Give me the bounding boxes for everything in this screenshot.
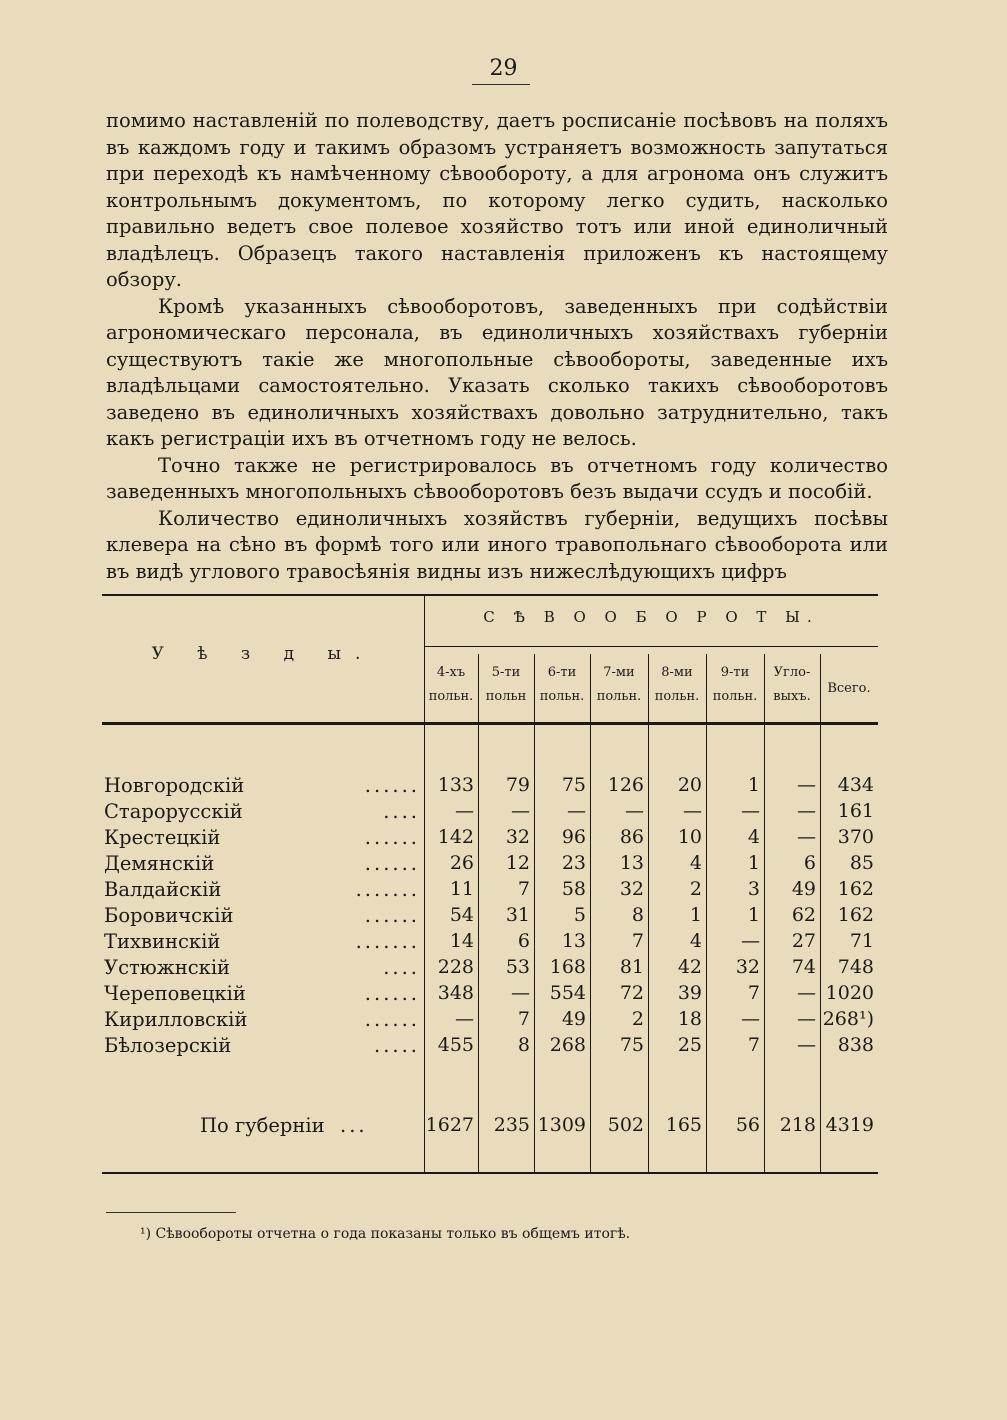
table-value-cell: 79 [505, 774, 530, 796]
table-value-cell: — [797, 1034, 816, 1056]
district-name: Боровичскій [104, 904, 234, 927]
total-value-cell: 1627 [425, 1114, 474, 1136]
table-value-cell: 268¹) [822, 1008, 874, 1030]
column-header-line1: 8-ми [661, 665, 693, 680]
table-value-cell: 13 [619, 852, 644, 874]
table-value-cell: 11 [449, 878, 474, 900]
district-leader: ...... [364, 982, 420, 1005]
column-header-line2: польн. [428, 689, 474, 704]
column-header-line1: 4-хъ [436, 665, 466, 680]
table-value-cell: 32 [735, 956, 760, 978]
table-value-cell: — [511, 800, 530, 822]
body-text [106, 108, 888, 585]
table-value-cell: — [625, 800, 644, 822]
table-value-cell: 348 [437, 982, 474, 1004]
table-value-cell: 31 [505, 904, 530, 926]
table-value-cell: 228 [437, 956, 474, 978]
table-value-cell: 26 [449, 852, 474, 874]
district-leader: ...... [364, 774, 420, 797]
paragraph-2: Кромѣ указанныхъ сѣвооборотовъ, заведенныхъ при содѣйствіи агрономическаго персонала, въ единоличныхъ хозяйствахъ губерніи существуютъ такіе же многопольные сѣвообороты, заведенные ихъ владѣльцами самостоятельно. Указать сколько такихъ сѣвооборотовъ заведено въ единоличныхъ хозяйствахъ довольно затруднительно, такъ какъ регистраціи ихъ въ отчетномъ году не велось. [106, 294, 888, 450]
district-leader: ...... [364, 904, 420, 927]
table-value-cell: — [741, 930, 760, 952]
table-value-cell: 32 [619, 878, 644, 900]
table-top-rule [102, 594, 878, 596]
table-value-cell: 1 [747, 774, 760, 796]
table-value-cell: 268 [549, 1034, 586, 1056]
column-header-line1: 6-ти [547, 665, 577, 680]
table-value-cell: 18 [677, 1008, 702, 1030]
table-value-cell: 7 [747, 982, 760, 1004]
table-value-cell: 2 [631, 1008, 644, 1030]
table-value-cell: 434 [837, 774, 874, 796]
table-value-cell: 6 [517, 930, 530, 952]
column-header-line2: польн. [596, 689, 642, 704]
group-header-rule [424, 646, 878, 647]
district-leader: ..... [374, 1034, 420, 1057]
district-leader: ...... [364, 852, 420, 875]
table-value-cell: 14 [449, 930, 474, 952]
district-leader: ....... [355, 878, 420, 901]
table-value-cell: 1 [747, 904, 760, 926]
table-value-cell: — [797, 774, 816, 796]
table-value-cell: — [741, 1008, 760, 1030]
table-value-cell: 4 [689, 852, 702, 874]
paragraph-1: помимо наставленій по полеводству, даетъ росписаніе посѣвовъ на поляхъ въ каждомъ году и такимъ образомъ устраняетъ возможность запутаться при переходѣ къ намѣченному сѣвообороту, а для агронома онъ служитъ контрольнымъ документомъ, по которому легко судить, насколько правильно ведетъ свое полевое хозяйство тотъ или иной единоличный владѣлецъ. Образецъ такого наставленія приложенъ къ настоящему обзору. [106, 109, 888, 291]
table-value-cell: 455 [437, 1034, 474, 1056]
district-name: Крестецкій [104, 826, 221, 849]
paragraph-3: Точно также не регистрировалось въ отчетномъ году количество заведенныхъ многопольныхъ сѣвооборотовъ безъ выдачи ссудъ и пособій. [106, 453, 888, 503]
table-value-cell: 2 [689, 878, 702, 900]
footnote-text: Сѣвообороты отчетна о года показаны только въ общемъ итогѣ. [155, 1226, 631, 1242]
table-value-cell: 42 [677, 956, 702, 978]
table-value-cell: 1020 [825, 982, 874, 1004]
paragraph-4: Количество единоличныхъ хозяйствъ губерніи, ведущихъ посѣвы клевера на сѣно въ формѣ того или иного травопольнаго сѣвооборота или въ видѣ углового травосѣянія видны изъ нижеслѣдующихъ цифръ [106, 506, 888, 583]
district-name: Тихвинскій [104, 930, 221, 953]
district-leader: ...... [364, 1008, 420, 1031]
column-header-total: Всего. [827, 681, 871, 696]
table-value-cell: 49 [561, 1008, 586, 1030]
table-value-cell: 23 [561, 852, 586, 874]
table-value-cell: 86 [619, 826, 644, 848]
total-row-label: По губерніи [200, 1114, 325, 1137]
column-header-line1: 9-ти [720, 665, 750, 680]
table-value-cell: — [567, 800, 586, 822]
table-value-cell: 12 [505, 852, 530, 874]
table-value-cell: 7 [631, 930, 644, 952]
table-value-cell: 49 [791, 878, 816, 900]
total-value-cell: 165 [665, 1114, 702, 1136]
column-header-line2: польн. [654, 689, 700, 704]
district-name: Новгородскій [104, 774, 245, 797]
total-value-cell: 218 [779, 1114, 816, 1136]
table-value-cell: 20 [677, 774, 702, 796]
table-value-cell: 58 [561, 878, 586, 900]
table-value-cell: 53 [505, 956, 530, 978]
table-value-cell: 96 [561, 826, 586, 848]
table-value-cell: — [797, 1008, 816, 1030]
district-name: Устюжнскій [104, 956, 231, 979]
table-value-cell: 71 [849, 930, 874, 952]
table-value-cell: — [455, 800, 474, 822]
table-value-cell: 27 [791, 930, 816, 952]
column-header-line2: польн. [539, 689, 585, 704]
table-value-cell: — [797, 982, 816, 1004]
table-value-cell: 133 [437, 774, 474, 796]
table-value-cell: 162 [837, 878, 874, 900]
table-value-cell: 85 [849, 852, 874, 874]
header-bottom-rule [102, 722, 878, 725]
district-leader: ...... [364, 826, 420, 849]
district-leader: .... [383, 956, 420, 979]
page-number-underline [472, 84, 530, 85]
table-value-cell: 32 [505, 826, 530, 848]
table-value-cell: 13 [561, 930, 586, 952]
district-name: Бѣлозерскій [104, 1034, 232, 1057]
table-value-cell: 8 [631, 904, 644, 926]
table-value-cell: 72 [619, 982, 644, 1004]
total-value-cell: 502 [607, 1114, 644, 1136]
table-value-cell: — [797, 800, 816, 822]
district-column-header: У ѣ з д ы. [151, 644, 375, 664]
table-value-cell: 75 [561, 774, 586, 796]
column-header-line1: 5-ти [491, 665, 521, 680]
table-value-cell: 554 [549, 982, 586, 1004]
total-value-cell: 56 [735, 1114, 760, 1136]
column-header-line2: польн [485, 689, 527, 704]
table-value-cell: — [683, 800, 702, 822]
table-value-cell: 25 [677, 1034, 702, 1056]
table-value-cell: 75 [619, 1034, 644, 1056]
district-name: Демянскій [104, 852, 215, 875]
total-value-cell: 1309 [537, 1114, 586, 1136]
table-bottom-rule [102, 1172, 878, 1174]
column-header-line1: Угло- [773, 665, 811, 680]
table-value-cell: 7 [517, 1008, 530, 1030]
footnote [140, 1226, 630, 1242]
total-value-cell: 235 [493, 1114, 530, 1136]
table-value-cell: 168 [549, 956, 586, 978]
table-value-cell: 1 [689, 904, 702, 926]
table-value-cell: 54 [449, 904, 474, 926]
table-value-cell: 142 [437, 826, 474, 848]
footnote-rule [106, 1212, 236, 1213]
table-value-cell: 10 [677, 826, 702, 848]
table-value-cell: — [797, 826, 816, 848]
table-value-cell: 162 [837, 904, 874, 926]
table-value-cell: 39 [677, 982, 702, 1004]
column-header-line2: польн. [712, 689, 758, 704]
table-value-cell: — [455, 1008, 474, 1030]
district-name: Валдайскій [104, 878, 222, 901]
district-leader: ....... [355, 930, 420, 953]
crop-rotation-table [102, 594, 878, 1174]
table-value-cell: 838 [837, 1034, 874, 1056]
table-value-cell: — [511, 982, 530, 1004]
column-header-line2: выхъ. [773, 689, 811, 704]
table-value-cell: 1 [747, 852, 760, 874]
district-name: Старорусскій [104, 800, 243, 823]
total-row-leader: ... [340, 1114, 368, 1137]
table-value-cell: 4 [747, 826, 760, 848]
table-value-cell: 161 [837, 800, 874, 822]
table-value-cell: 7 [517, 878, 530, 900]
table-value-cell: 81 [619, 956, 644, 978]
total-value-cell: 4319 [825, 1114, 874, 1136]
table-value-cell: 7 [747, 1034, 760, 1056]
footnote-mark: ¹) [140, 1226, 152, 1242]
district-name: Кирилловскій [104, 1008, 248, 1031]
table-value-cell: 3 [747, 878, 760, 900]
table-value-cell: 5 [573, 904, 586, 926]
table-value-cell: — [741, 800, 760, 822]
table-value-cell: 370 [837, 826, 874, 848]
crop-rotation-group-header: С Ѣ В О О Б О Р О Т Ы. [483, 608, 819, 626]
table-value-cell: 748 [837, 956, 874, 978]
district-name: Череповецкій [104, 982, 246, 1005]
table-value-cell: 8 [517, 1034, 530, 1056]
table-value-cell: 62 [791, 904, 816, 926]
district-leader: .... [383, 800, 420, 823]
column-header-line1: 7-ми [603, 665, 635, 680]
table-value-cell: 4 [689, 930, 702, 952]
table-value-cell: 74 [791, 956, 816, 978]
table-value-cell: 126 [607, 774, 644, 796]
table-value-cell: 6 [803, 852, 816, 874]
page-number: 29 [489, 56, 518, 81]
